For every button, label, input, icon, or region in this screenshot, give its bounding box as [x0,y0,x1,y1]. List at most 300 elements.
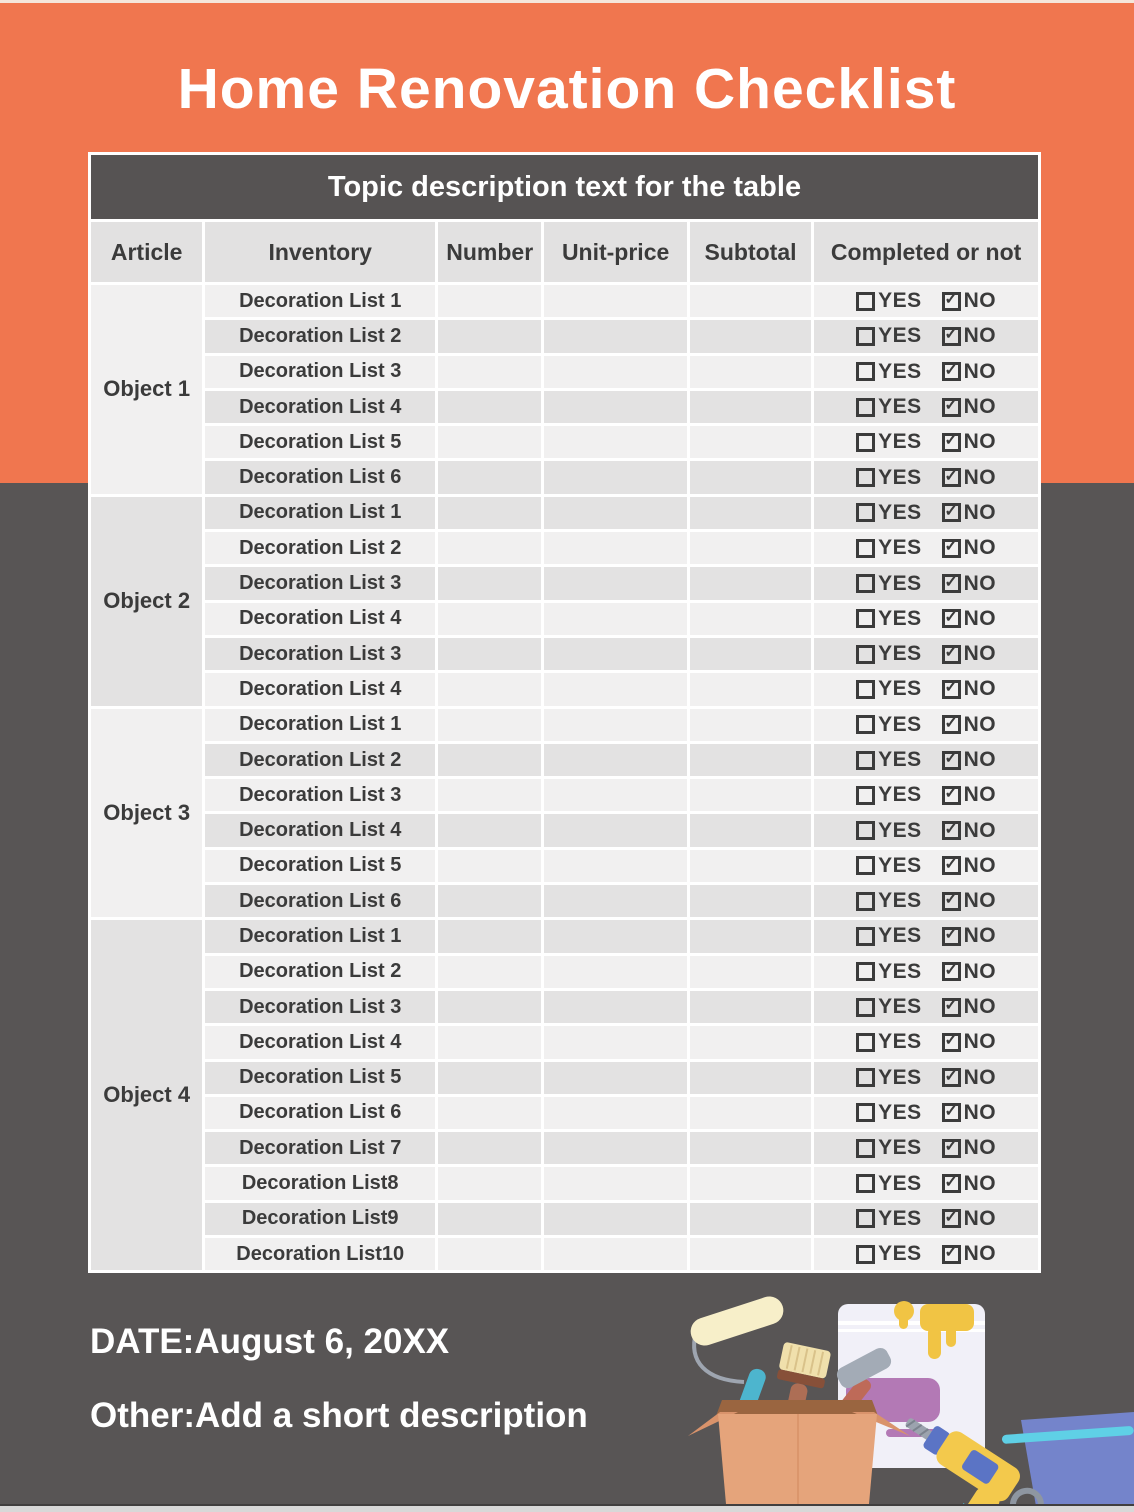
completed-cell [813,1166,1040,1201]
no-checkbox-label: NO [963,395,997,419]
inventory-cell: Decoration List 4 [204,1025,437,1060]
yes-checkbox[interactable] [856,1066,922,1090]
checkbox-checked-icon[interactable] [942,539,961,558]
checkbox-checked-icon[interactable] [942,503,961,522]
no-checkbox[interactable] [942,1030,997,1054]
yes-checkbox[interactable] [856,819,922,843]
number-cell [437,319,543,354]
checkbox-unchecked-icon[interactable] [856,856,875,875]
no-checkbox[interactable] [942,607,997,631]
no-checkbox[interactable] [942,1242,997,1266]
number-cell [437,1166,543,1201]
no-checkbox-label: NO [963,324,997,348]
yes-checkbox[interactable] [856,289,922,313]
checkbox-unchecked-icon[interactable] [856,574,875,593]
renovation-tools-illustration [680,1288,1134,1512]
checklist-table [88,152,1041,1273]
checkbox-unchecked-icon[interactable] [856,1033,875,1052]
no-checkbox-label: NO [963,1206,997,1230]
checkbox-checked-icon[interactable] [942,998,961,1017]
unit-price-cell [543,1095,688,1130]
checkbox-checked-icon[interactable] [942,292,961,311]
checkbox-checked-icon[interactable] [942,962,961,981]
number-cell [437,848,543,883]
checkbox-unchecked-icon[interactable] [856,1245,875,1264]
completed-cell [813,954,1040,989]
completed-cell [813,848,1040,883]
inventory-cell: Decoration List 3 [204,566,437,601]
column-header-unit-price: Unit-price [543,221,688,284]
yes-checkbox[interactable] [856,430,922,454]
no-checkbox-label: NO [963,995,997,1019]
subtotal-cell [688,319,812,354]
subtotal-cell [688,954,812,989]
column-header-number: Number [437,221,543,284]
number-cell [437,1237,543,1272]
subtotal-cell [688,1237,812,1272]
table-row [90,848,1040,883]
no-checkbox-label: NO [963,606,997,630]
checkbox-unchecked-icon[interactable] [856,892,875,911]
completed-cell [813,813,1040,848]
yes-checkbox-label: YES [878,783,922,807]
inventory-cell: Decoration List 5 [204,425,437,460]
other-label: Other: [90,1396,195,1435]
number-cell [437,672,543,707]
no-checkbox[interactable] [942,1136,997,1160]
article-cell: Object 4 [90,919,204,1272]
subtotal-cell [688,742,812,777]
table-row [90,460,1040,495]
completed-cell [813,919,1040,954]
table-row [90,1060,1040,1095]
yes-checkbox[interactable] [856,607,922,631]
checkbox-unchecked-icon[interactable] [856,1139,875,1158]
subtotal-cell [688,813,812,848]
table-row [90,672,1040,707]
subtotal-cell [688,284,812,319]
number-cell [437,954,543,989]
checkbox-checked-icon[interactable] [942,927,961,946]
no-checkbox[interactable] [942,748,997,772]
subtotal-cell [688,778,812,813]
checkbox-checked-icon[interactable] [942,1033,961,1052]
no-checkbox[interactable] [942,642,997,666]
no-checkbox[interactable] [942,360,997,384]
no-checkbox[interactable] [942,677,997,701]
completed-cell [813,531,1040,566]
yes-checkbox[interactable] [856,960,922,984]
checkbox-unchecked-icon[interactable] [856,468,875,487]
table-row [90,954,1040,989]
completed-cell [813,1237,1040,1272]
completed-cell [813,884,1040,919]
checkbox-unchecked-icon[interactable] [856,1174,875,1193]
subtotal-cell [688,531,812,566]
table-row [90,354,1040,389]
checkbox-checked-icon[interactable] [942,715,961,734]
yes-checkbox[interactable] [856,889,922,913]
unit-price-cell [543,848,688,883]
no-checkbox[interactable] [942,1207,997,1231]
subtotal-cell [688,636,812,671]
completed-cell [813,1131,1040,1166]
checkbox-checked-icon[interactable] [942,1103,961,1122]
unit-price-cell [543,460,688,495]
completed-cell [813,707,1040,742]
article-cell: Object 3 [90,707,204,919]
completed-cell [813,495,1040,530]
no-checkbox-label: NO [963,1136,997,1160]
checkbox-unchecked-icon[interactable] [856,1068,875,1087]
no-checkbox[interactable] [942,995,997,1019]
yes-checkbox[interactable] [856,995,922,1019]
checkbox-unchecked-icon[interactable] [856,786,875,805]
no-checkbox-label: NO [963,818,997,842]
inventory-cell: Decoration List 3 [204,354,437,389]
inventory-cell: Decoration List9 [204,1201,437,1236]
inventory-cell: Decoration List 3 [204,989,437,1024]
subtotal-cell [688,1166,812,1201]
no-checkbox-label: NO [963,783,997,807]
yes-checkbox[interactable] [856,324,922,348]
no-checkbox-label: NO [963,1242,997,1266]
checkbox-checked-icon[interactable] [942,821,961,840]
no-checkbox-label: NO [963,889,997,913]
paint-roller-icon [687,1293,787,1414]
column-header-row [90,221,1040,284]
number-cell [437,884,543,919]
page-title: Home Renovation Checklist [177,57,957,121]
completed-cell [813,284,1040,319]
unit-price-cell [543,919,688,954]
inventory-cell: Decoration List 2 [204,531,437,566]
yes-checkbox[interactable] [856,501,922,525]
number-cell [437,1201,543,1236]
checkbox-unchecked-icon[interactable] [856,962,875,981]
inventory-cell: Decoration List 5 [204,1060,437,1095]
yes-checkbox-label: YES [878,1136,922,1160]
inventory-cell: Decoration List 4 [204,672,437,707]
unit-price-cell [543,389,688,424]
yes-checkbox[interactable] [856,466,922,490]
yes-checkbox[interactable] [856,1172,922,1196]
subtotal-cell [688,1060,812,1095]
checkbox-checked-icon[interactable] [942,1174,961,1193]
inventory-cell: Decoration List 4 [204,389,437,424]
yes-checkbox-label: YES [878,500,922,524]
checkbox-unchecked-icon[interactable] [856,715,875,734]
no-checkbox-label: NO [963,500,997,524]
subtotal-cell [688,460,812,495]
inventory-cell: Decoration List 1 [204,707,437,742]
inventory-cell: Decoration List8 [204,1166,437,1201]
checkbox-checked-icon[interactable] [942,327,961,346]
yes-checkbox[interactable] [856,854,922,878]
inventory-cell: Decoration List 5 [204,848,437,883]
table-row [90,742,1040,777]
yes-checkbox[interactable] [856,677,922,701]
no-checkbox[interactable] [942,536,997,560]
subtotal-cell [688,1095,812,1130]
yes-checkbox-label: YES [878,1171,922,1195]
checkbox-checked-icon[interactable] [942,362,961,381]
yes-checkbox-label: YES [878,571,922,595]
unit-price-cell [543,1201,688,1236]
yes-checkbox-label: YES [878,995,922,1019]
inventory-cell: Decoration List 6 [204,884,437,919]
number-cell [437,813,543,848]
bucket-icon [1002,1412,1134,1512]
table-row [90,1237,1040,1272]
inventory-cell: Decoration List 6 [204,1095,437,1130]
page-bottom-edge [0,1504,1134,1512]
checkbox-checked-icon[interactable] [942,1068,961,1087]
checkbox-checked-icon[interactable] [942,574,961,593]
no-checkbox[interactable] [942,1172,997,1196]
completed-cell [813,389,1040,424]
checkbox-checked-icon[interactable] [942,1245,961,1264]
number-cell [437,354,543,389]
yes-checkbox-label: YES [878,1100,922,1124]
checkbox-unchecked-icon[interactable] [856,327,875,346]
yes-checkbox[interactable] [856,1030,922,1054]
subtotal-cell [688,989,812,1024]
number-cell [437,495,543,530]
subtotal-cell [688,848,812,883]
checkbox-unchecked-icon[interactable] [856,1103,875,1122]
yes-checkbox-label: YES [878,1242,922,1266]
inventory-cell: Decoration List 4 [204,601,437,636]
no-checkbox[interactable] [942,960,997,984]
checkbox-checked-icon[interactable] [942,856,961,875]
table-row [90,284,1040,319]
no-checkbox[interactable] [942,289,997,313]
column-header-completed: Completed or not [813,221,1040,284]
number-cell [437,742,543,777]
yes-checkbox-label: YES [878,642,922,666]
checkbox-unchecked-icon[interactable] [856,998,875,1017]
unit-price-cell [543,636,688,671]
yes-checkbox[interactable] [856,395,922,419]
yes-checkbox-label: YES [878,1065,922,1089]
inventory-cell: Decoration List 1 [204,284,437,319]
date-label: DATE: [90,1322,195,1361]
table-row [90,425,1040,460]
unit-price-cell [543,1025,688,1060]
checkbox-unchecked-icon[interactable] [856,362,875,381]
checkbox-unchecked-icon[interactable] [856,503,875,522]
table-row [90,531,1040,566]
unit-price-cell [543,1237,688,1272]
table-row [90,919,1040,954]
no-checkbox[interactable] [942,324,997,348]
yes-checkbox[interactable] [856,642,922,666]
inventory-cell: Decoration List 3 [204,636,437,671]
unit-price-cell [543,813,688,848]
no-checkbox[interactable] [942,1101,997,1125]
no-checkbox[interactable] [942,819,997,843]
yes-checkbox-label: YES [878,1030,922,1054]
no-checkbox[interactable] [942,430,997,454]
checkbox-unchecked-icon[interactable] [856,927,875,946]
table-row [90,1166,1040,1201]
no-checkbox-label: NO [963,748,997,771]
yes-checkbox[interactable] [856,536,922,560]
checkbox-checked-icon[interactable] [942,645,961,664]
inventory-cell: Decoration List 6 [204,460,437,495]
checkbox-checked-icon[interactable] [942,609,961,628]
yes-checkbox-label: YES [878,359,922,383]
no-checkbox[interactable] [942,713,997,737]
checkbox-unchecked-icon[interactable] [856,609,875,628]
no-checkbox-label: NO [963,642,997,666]
checkbox-unchecked-icon[interactable] [856,433,875,452]
inventory-cell: Decoration List 4 [204,813,437,848]
no-checkbox-label: NO [963,712,997,736]
no-checkbox-label: NO [963,359,997,383]
subtotal-cell [688,919,812,954]
topic-row [90,154,1040,221]
yes-checkbox[interactable] [856,1207,922,1231]
completed-cell [813,1095,1040,1130]
number-cell [437,1131,543,1166]
date-value: August 6, 20XX [194,1322,450,1361]
checkbox-checked-icon[interactable] [942,468,961,487]
yes-checkbox[interactable] [856,1101,922,1125]
checkbox-unchecked-icon[interactable] [856,1209,875,1228]
checkbox-checked-icon[interactable] [942,680,961,699]
no-checkbox[interactable] [942,924,997,948]
no-checkbox-label: NO [963,924,997,948]
subtotal-cell [688,1201,812,1236]
checkbox-checked-icon[interactable] [942,892,961,911]
number-cell [437,707,543,742]
checkbox-unchecked-icon[interactable] [856,645,875,664]
no-checkbox[interactable] [942,889,997,913]
yes-checkbox-label: YES [878,1206,922,1230]
column-header-subtotal: Subtotal [688,221,812,284]
inventory-cell: Decoration List10 [204,1237,437,1272]
no-checkbox-label: NO [963,289,997,313]
subtotal-cell [688,495,812,530]
yes-checkbox[interactable] [856,748,922,772]
checkbox-unchecked-icon[interactable] [856,398,875,417]
completed-cell [813,778,1040,813]
subtotal-cell [688,566,812,601]
table-row [90,1131,1040,1166]
unit-price-cell [543,989,688,1024]
unit-price-cell [543,1060,688,1095]
unit-price-cell [543,1166,688,1201]
yes-checkbox[interactable] [856,783,922,807]
table-row [90,1095,1040,1130]
subtotal-cell [688,601,812,636]
checkbox-checked-icon[interactable] [942,398,961,417]
checkbox-unchecked-icon[interactable] [856,292,875,311]
yes-checkbox-label: YES [878,818,922,842]
unit-price-cell [543,672,688,707]
completed-cell [813,319,1040,354]
completed-cell [813,425,1040,460]
checkbox-unchecked-icon[interactable] [856,751,875,770]
yes-checkbox-label: YES [878,712,922,736]
table-row [90,884,1040,919]
completed-cell [813,989,1040,1024]
yes-checkbox[interactable] [856,360,922,384]
table-row [90,319,1040,354]
subtotal-cell [688,425,812,460]
table-topic: Topic description text for the table [90,154,1040,221]
unit-price-cell [543,1131,688,1166]
checkbox-checked-icon[interactable] [942,786,961,805]
number-cell [437,919,543,954]
no-checkbox-label: NO [963,571,997,595]
unit-price-cell [543,707,688,742]
yes-checkbox-label: YES [878,465,922,489]
checkbox-checked-icon[interactable] [942,751,961,770]
no-checkbox[interactable] [942,1066,997,1090]
subtotal-cell [688,389,812,424]
number-cell [437,1095,543,1130]
no-checkbox-label: NO [963,465,997,489]
other-value: Add a short description [195,1396,588,1435]
table-row [90,495,1040,530]
yes-checkbox-label: YES [878,324,922,348]
article-cell: Object 1 [90,284,204,496]
yes-checkbox[interactable] [856,1242,922,1266]
completed-cell [813,1201,1040,1236]
unit-price-cell [543,778,688,813]
checkbox-unchecked-icon[interactable] [856,680,875,699]
yes-checkbox-label: YES [878,959,922,983]
no-checkbox-label: NO [963,959,997,983]
column-header-inventory: Inventory [204,221,437,284]
no-checkbox-label: NO [963,1030,997,1054]
number-cell [437,425,543,460]
checkbox-checked-icon[interactable] [942,433,961,452]
yes-checkbox[interactable] [856,924,922,948]
number-cell [437,1025,543,1060]
yes-checkbox[interactable] [856,1136,922,1160]
no-checkbox[interactable] [942,466,997,490]
yes-checkbox-label: YES [878,853,922,877]
unit-price-cell [543,319,688,354]
unit-price-cell [543,425,688,460]
yes-checkbox-label: YES [878,677,922,701]
number-cell [437,389,543,424]
no-checkbox-label: NO [963,853,997,877]
checkbox-checked-icon[interactable] [942,1139,961,1158]
checkbox-unchecked-icon[interactable] [856,539,875,558]
checkbox-checked-icon[interactable] [942,1209,961,1228]
subtotal-cell [688,672,812,707]
yes-checkbox[interactable] [856,572,922,596]
no-checkbox[interactable] [942,395,997,419]
no-checkbox[interactable] [942,783,997,807]
table-row [90,1025,1040,1060]
inventory-cell: Decoration List 2 [204,954,437,989]
number-cell [437,636,543,671]
no-checkbox-label: NO [963,1171,997,1195]
no-checkbox[interactable] [942,501,997,525]
no-checkbox[interactable] [942,572,997,596]
no-checkbox[interactable] [942,854,997,878]
checkbox-unchecked-icon[interactable] [856,821,875,840]
yes-checkbox[interactable] [856,713,922,737]
inventory-cell: Decoration List 7 [204,1131,437,1166]
table-row [90,636,1040,671]
